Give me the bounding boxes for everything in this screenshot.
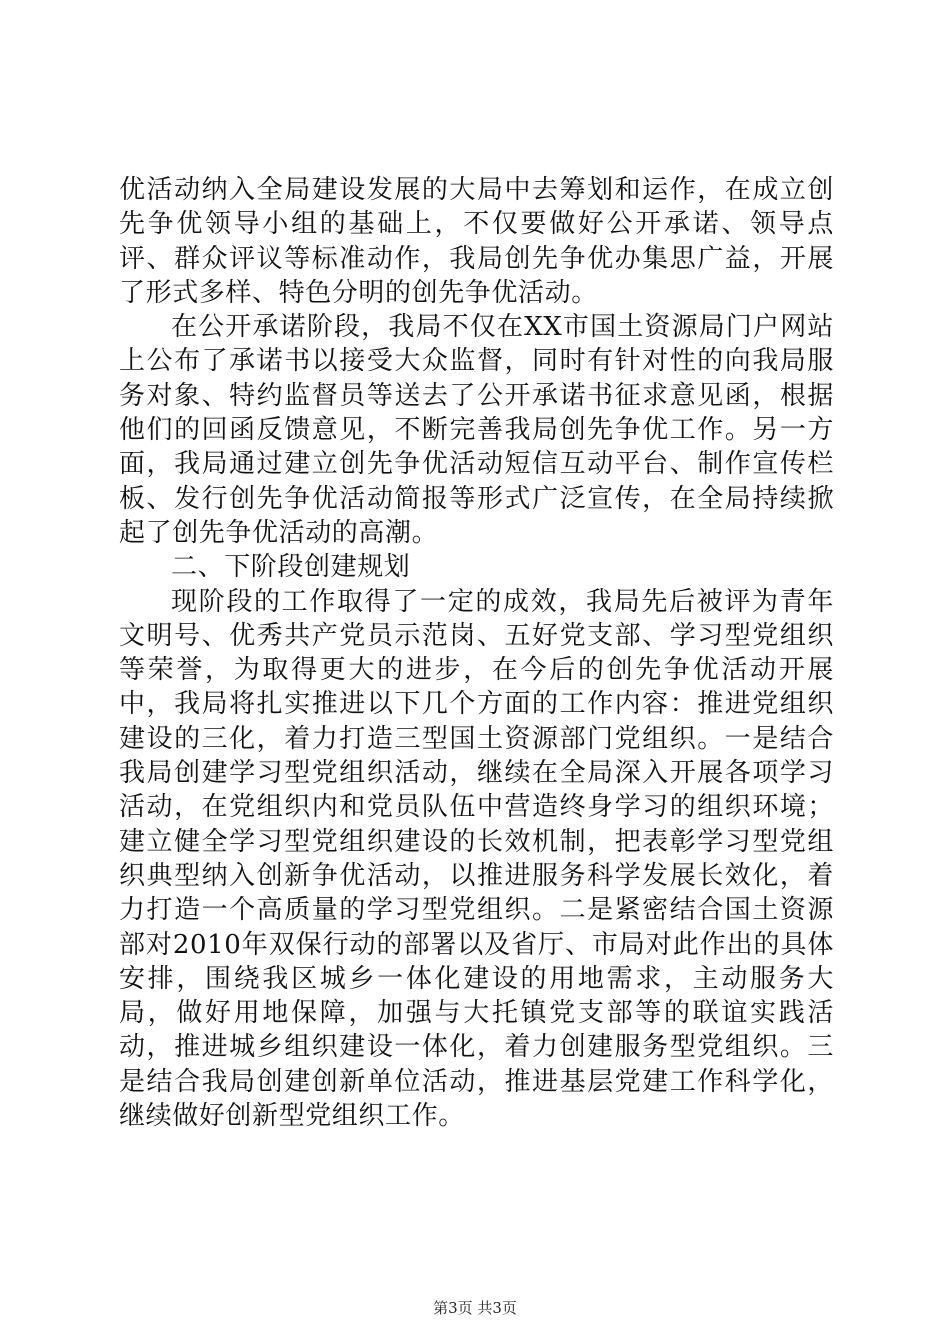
document-body	[119, 173, 834, 1133]
section-heading-next-phase: 二、下阶段创建规划	[171, 552, 411, 583]
paragraph-public-commitment: 在公开承诺阶段，我局不仅在XX市国土资源局门户网站上公布了承诺书以接受大众监督，同时有针对性的向我局服务对象、特约监督员等送去了公开承诺书征求意见函，根据他们的回函反馈意见，不断完善我局创先争优工作。另一方面，我局通过建立创先争优活动短信互动平台、制作宣传栏板、发行创先争优活动简报等形式广泛宣传，在全局持续掀起了创先争优活动的高潮。	[119, 312, 834, 548]
page-footer: 第3页 共3页	[433, 1299, 517, 1317]
paragraph-current-achievements: 现阶段的工作取得了一定的成效，我局先后被评为青年文明号、优秀共产党员示范岗、五好党支部、学习型党组织等荣誉，为取得更大的进步，在今后的创先争优活动开展中，我局将扎实推进以下几个方面的工作内容：推进党组织建设的三化，着力打造三型国土资源部门党组织。一是结合我局创建学习型党组织活动，继续在全局深入开展各项学习活动，在党组织内和党员队伍中营造终身学习的组织环境；建立健全学习型党组织建设的长效机制，把表彰学习型党组织典型纳入创新争优活动，以推进服务科学发展长效化，着力打造一个高质量的学习型党组织。二是紧密结合国土资源部对2010年双保行动的部署以及省厅、市局对此作出的具体安排，围绕我区城乡一体化建设的用地需求，主动服务大局，做好用地保障，加强与大托镇党支部等的联谊实践活动，推进城乡组织建设一体化，着力创建服务型党组织。三是结合我局创建创新单位活动，推进基层党建工作科学化，继续做好创新型党组织工作。	[119, 586, 834, 1132]
paragraph-continuation: 优活动纳入全局建设发展的大局中去筹划和运作，在成立创先争优领导小组的基础上，不仅要做好公开承诺、领导点评、群众评议等标准动作，我局创先争优办集思广益，开展了形式多样、特色分明的创先争优活动。	[119, 175, 834, 308]
